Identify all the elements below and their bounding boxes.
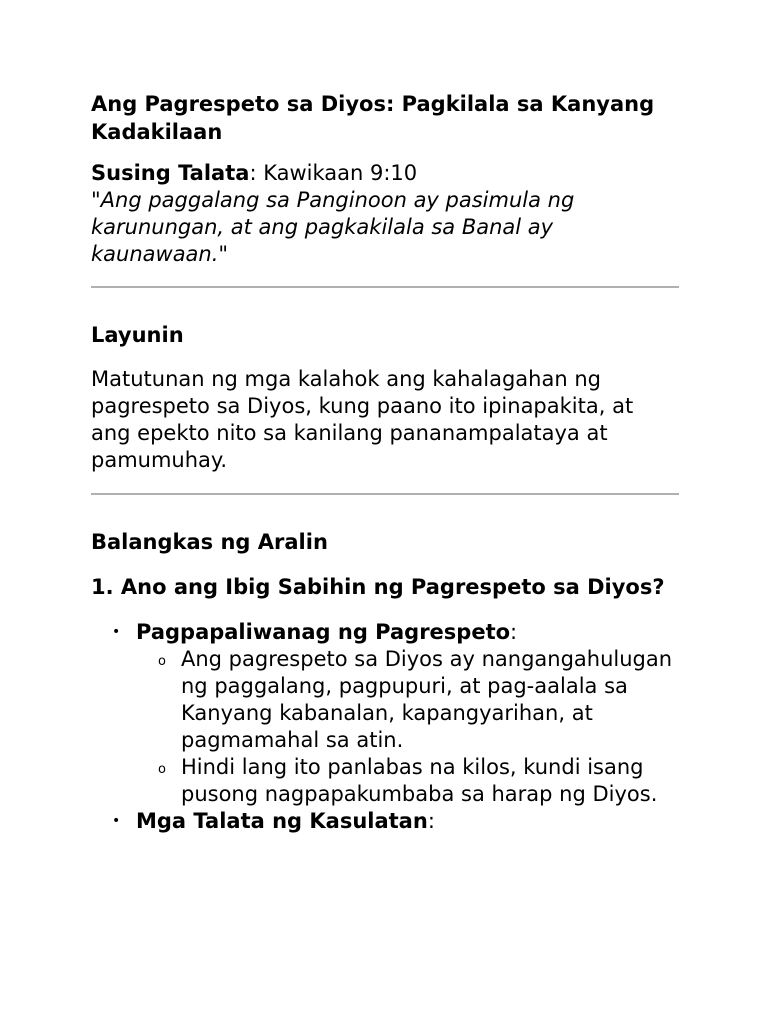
section-title: 1. Ano ang Ibig Sabihin ng Pagrespeto sa Diyos? — [91, 575, 665, 599]
objective-heading: Layunin — [91, 323, 184, 347]
key-verse-label: Susing Talata — [91, 161, 250, 185]
key-verse-quote: "Ang paggalang sa Panginoon ay pasimula ng karunungan, at ang pagkakilala sa Banal ay kaunawaan." — [91, 188, 575, 266]
list-item — [91, 808, 679, 835]
bullet-icon: • — [112, 813, 121, 829]
list-item — [91, 619, 679, 808]
list-item-suffix: : — [510, 620, 518, 644]
divider — [91, 493, 679, 495]
divider — [91, 286, 679, 288]
list-item-label: Pagpapaliwanag ng Pagrespeto — [136, 620, 511, 644]
objective-text: Matutunan ng mga kalahok ang kahalagahan ng pagrespeto sa Diyos, kung paano ito ipinapakita, at ang epekto nito sa kanilang pananampalataya at pamumuhay. — [91, 367, 634, 472]
sub-list-item-text: Hindi lang ito panlabas na kilos, kundi isang pusong nagpapakumbaba sa harap ng Diyos. — [181, 755, 658, 806]
key-verse-line — [91, 160, 679, 187]
outline-list — [91, 619, 679, 835]
circle-bullet-icon: o — [158, 762, 166, 777]
sub-list — [136, 646, 679, 808]
sub-list-item — [136, 646, 679, 754]
circle-bullet-icon: o — [158, 654, 166, 669]
sub-list-item — [136, 754, 679, 808]
document-page — [91, 90, 679, 835]
bullet-icon: • — [112, 624, 121, 640]
list-item-suffix: : — [427, 809, 435, 833]
document-title: Ang Pagrespeto sa Diyos: Pagkilala sa Kanyang Kadakilaan — [91, 92, 655, 144]
sub-list-item-text: Ang pagrespeto sa Diyos ay nangangahulugan ng paggalang, pagpupuri, at pag-aalala sa Kanyang kabanalan, kapangyarihan, at pagmamahal sa atin. — [181, 647, 673, 752]
key-verse-reference: Kawikaan 9:10 — [263, 161, 418, 185]
outline-heading: Balangkas ng Aralin — [91, 530, 328, 554]
list-item-label: Mga Talata ng Kasulatan — [136, 809, 428, 833]
key-verse-separator: : — [249, 161, 264, 185]
